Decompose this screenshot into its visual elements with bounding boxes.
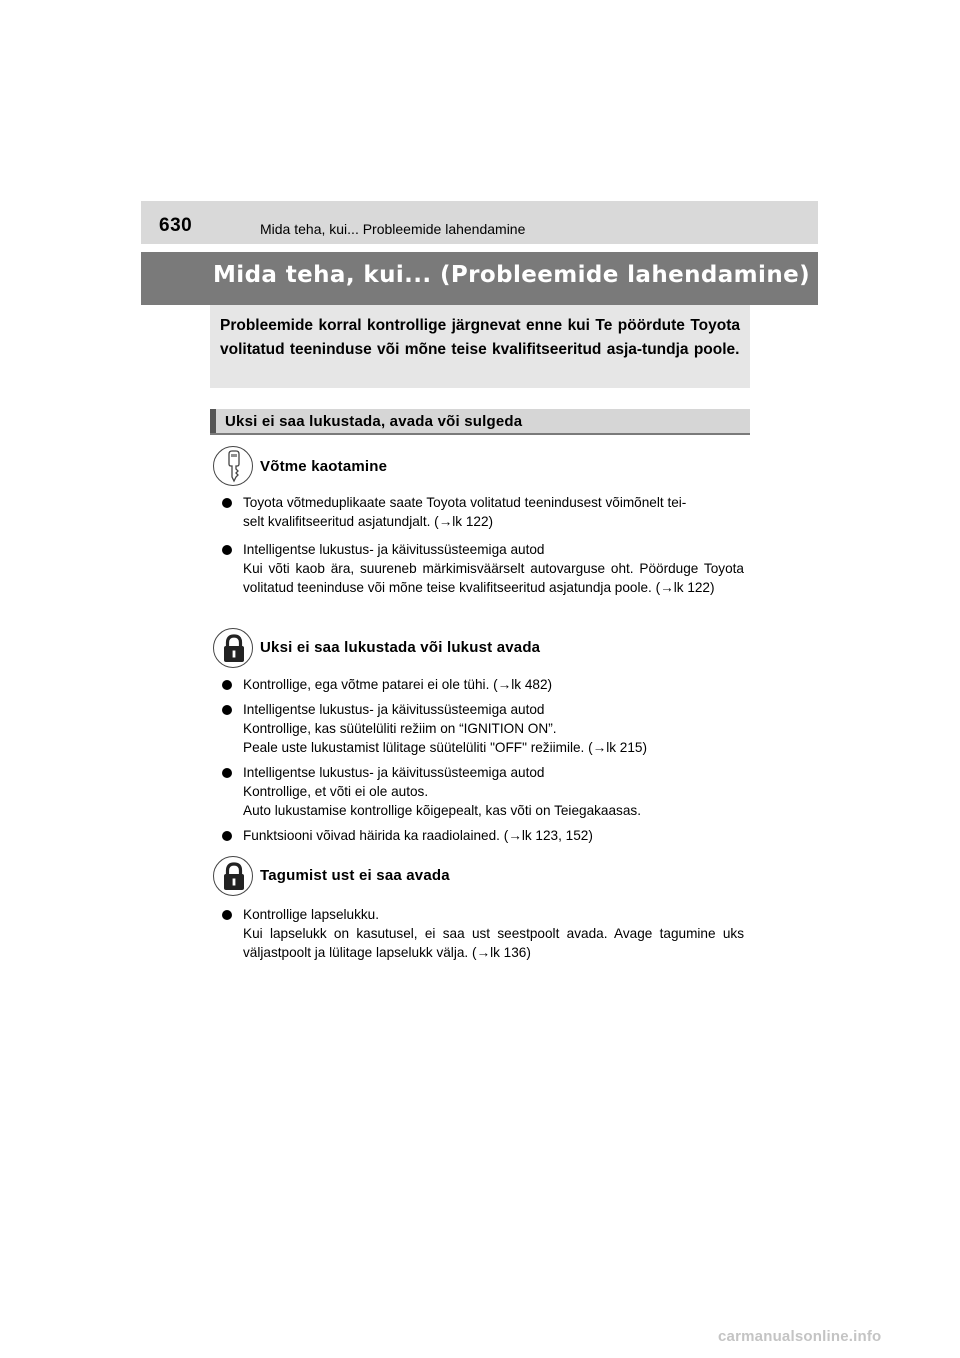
key-icon <box>213 446 253 486</box>
section-title: Uksi ei saa lukustada, avada või sulgeda <box>225 413 523 430</box>
running-title: Mida teha, kui... Probleemide lahendamine <box>260 221 526 237</box>
item-line: Intelligentse lukustus- ja käivitussüsteemiga autod <box>243 702 545 717</box>
subsection-heading: Uksi ei saa lukustada või lukust avada <box>260 639 541 656</box>
item-line: selt kvalifitseeritud asjatundjalt. (→lk 122) <box>243 514 494 529</box>
page-title: Mida teha, kui... (Probleemide lahendamine) <box>213 262 811 288</box>
item-line: Kontrollige, et võti ei ole autos. <box>243 784 429 799</box>
subsection-heading: Tagumist ust ei saa avada <box>260 867 450 884</box>
list-item <box>243 540 744 597</box>
bullet <box>222 680 232 690</box>
item-line: Kontrollige, ega võtme patarei ei ole tühi. (→lk 482) <box>243 677 553 692</box>
section-accent-bar <box>210 409 216 433</box>
list-item <box>243 493 744 531</box>
bullet <box>222 705 232 715</box>
item-line: Kontrollige lapselukku. <box>243 907 380 922</box>
title-band <box>141 252 818 305</box>
watermark: carmanualsonline.info <box>718 1328 882 1345</box>
item-line: Intelligentse lukustus- ja käivitussüsteemiga autod <box>243 765 545 780</box>
subsection-heading: Võtme kaotamine <box>260 458 388 475</box>
bullet <box>222 545 232 555</box>
item-line: Auto lukustamise kontrollige kõigepealt, kas võti on Teiegakaasas. <box>243 803 641 818</box>
section-header <box>210 409 750 435</box>
bullet <box>222 768 232 778</box>
padlock-icon <box>213 856 253 896</box>
item-line: Peale uste lukustamist lülitage süütelüliti "OFF" režiimile. (→lk 215) <box>243 740 648 755</box>
item-line: Kui lapselukk on kasutusel, ei saa ust seestpoolt avada. Avage tagumine uks väljastpoolt ja lülitage lapselukk välja. (→lk 136) <box>243 926 744 960</box>
item-line: Kui võti kaob ära, suureneb märkimisväärselt autovarguse oht. Pöörduge Toyota volitatud teeninduse või mõne teise kvalifitseeritud asjatundja poole. (→lk 122) <box>243 561 744 595</box>
running-header <box>141 201 818 244</box>
list-item <box>243 905 744 962</box>
item-line: Funktsiooni võivad häirida ka raadiolained. (→lk 123, 152) <box>243 828 593 843</box>
item-line: Toyota võtmeduplikaate saate Toyota volitatud teenindusest võimõnelt tei- <box>243 495 687 510</box>
intro-box <box>210 305 750 388</box>
bullet <box>222 831 232 841</box>
padlock-icon <box>213 628 253 668</box>
bullet <box>222 910 232 920</box>
intro-text: Probleemide korral kontrollige järgnevat enne kui Te pöördute Toyota volitatud teeninduse või mõne teise kvalifitseeritud asja-tundja poole. <box>220 317 740 358</box>
item-line: Intelligentse lukustus- ja käivitussüsteemiga autod <box>243 542 545 557</box>
list-item <box>243 763 744 820</box>
list-item <box>243 826 744 845</box>
list-item <box>243 675 744 694</box>
page-number: 630 <box>159 215 193 236</box>
list-item <box>243 700 744 757</box>
item-line: Kontrollige, kas süütelüliti režiim on “IGNITION ON”. <box>243 721 557 736</box>
bullet <box>222 498 232 508</box>
